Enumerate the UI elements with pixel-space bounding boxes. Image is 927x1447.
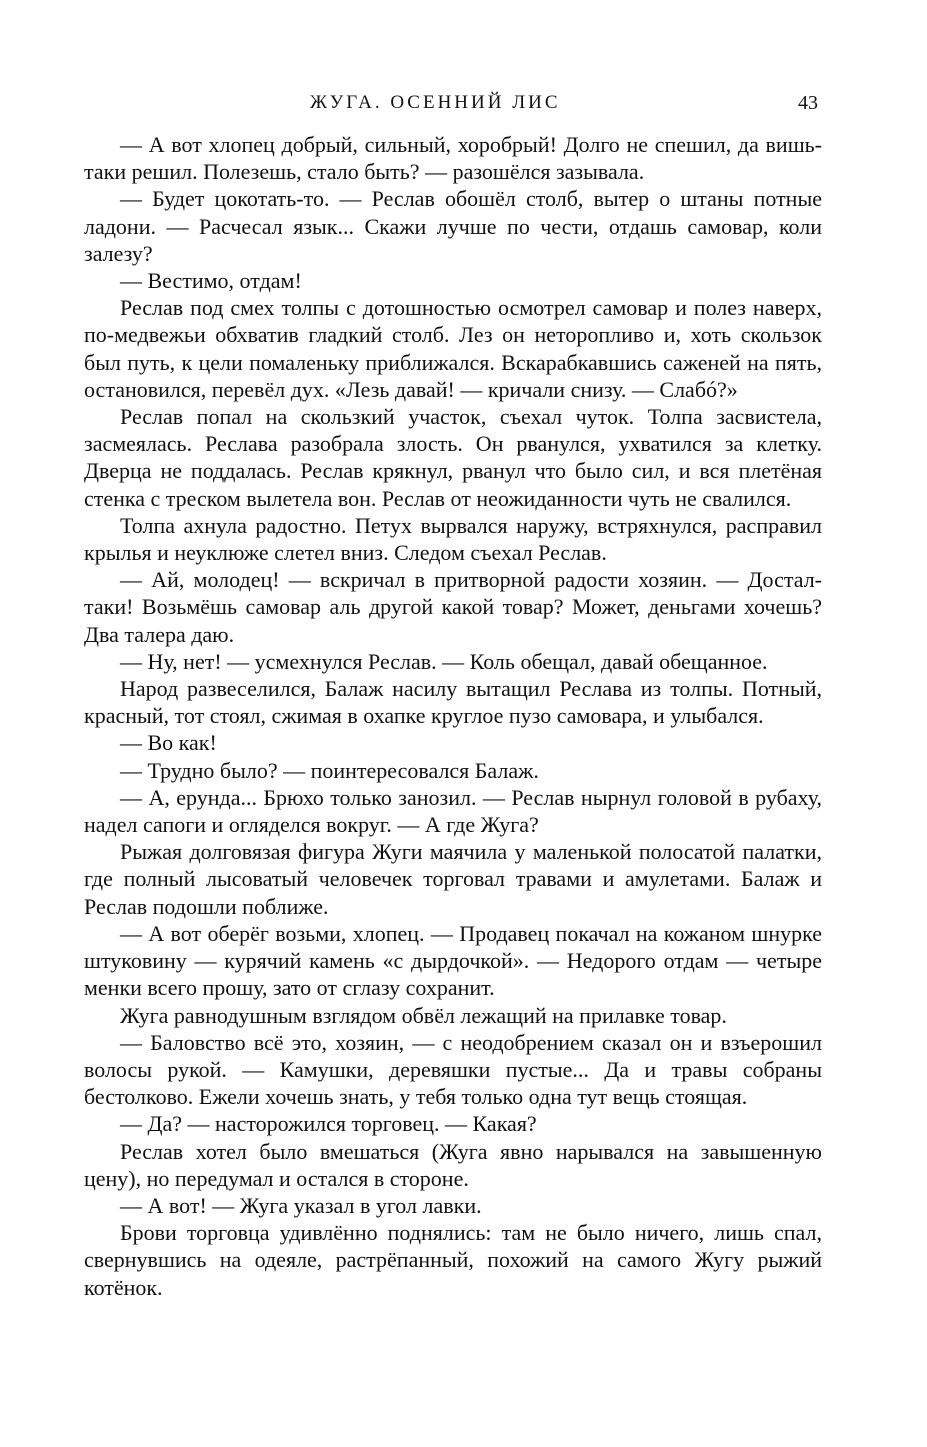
running-header [0, 88, 927, 118]
running-title: ЖУГА. ОСЕННИЙ ЛИС [310, 92, 561, 113]
paragraph: Реслав попал на скользкий участок, съехал чуток. Толпа засвистела, засмеялась. Реслава разобрала злость. Он рванулся, ухватился за клетку. Дверца не поддалась. Реслав крякнул, рванул что было сил, и вся плетёная стенка с треском вылетела вон. Реслав от неожиданности чуть не свалился. [84, 404, 822, 511]
paragraph: Толпа ахнула радостно. Петух вырвался наружу, встряхнулся, расправил крылья и неуклюже слетел вниз. Следом съехал Реслав. [84, 512, 822, 566]
paragraph: — Во как! [120, 730, 217, 756]
paragraph: — Будет цокотать-то. — Реслав обошёл столб, вытер о штаны потные ладони. — Расчесал язык... Скажи лучше по чести, отдашь самовар, коли залезу? [84, 186, 822, 266]
paragraph: — А вот хлопец добрый, сильный, хоробрый! Долго не спешил, да вишь-таки решил. Полезешь, стало быть? — разошёлся зазывала. [84, 132, 822, 185]
page-number: 43 [798, 92, 818, 114]
paragraph: — Ай, молодец! — вскричал в притворной радости хозяин. — Достал-таки! Возьмёшь самовар аль другой какой товар? Может, деньгами хочешь? Два талера даю. [84, 567, 822, 647]
paragraph: — Ну, нет! — усмехнулся Реслав. — Коль обещал, давай обещанное. [120, 648, 768, 674]
paragraph: — А вот! — Жуга указал в угол лавки. [120, 1192, 482, 1218]
paragraph: — А вот оберёг возьми, хлопец. — Продавец покачал на кожаном шнурке штуковину — курячий камень «с дырдочкой». — Недорого отдам — четыре менки всего прошу, зато от сглазу сохранит. [84, 920, 822, 1001]
paragraph: — Вестимо, отдам! [120, 268, 302, 294]
paragraph: Реслав под смех толпы с дотошностью осмотрел самовар и полез наверх, по-медвежьи обхватив гладкий столб. Лез он неторопливо и, хоть скользок был путь, к цели помаленьку приближался. Вскарабкавшись саженей на пять, остановился, перевёл дух. «Лезь давай! — кричали снизу. — Слабó?» [84, 295, 822, 402]
paragraph: Жуга равнодушным взглядом обвёл лежащий на прилавке товар. [120, 1002, 727, 1028]
paragraph: Рыжая долговязая фигура Жуги маячила у маленькой полосатой палатки, где полный лысоватый человечек торговал травами и амулетами. Балаж и Реслав подошли поближе. [84, 839, 822, 919]
paragraph: Реслав хотел было вмешаться (Жуга явно нарывался на завышенную цену), но передумал и остался в стороне. [84, 1138, 822, 1191]
body-text [84, 131, 822, 1301]
paragraph: Народ развеселился, Балаж насилу вытащил Реслава из толпы. Потный, красный, тот стоял, сжимая в охапке круглое пузо самовара, и улыбался. [84, 676, 822, 729]
paragraph: — А, ерунда... Брюхо только занозил. — Реслав нырнул головой в рубаху, надел сапоги и огляделся вокруг. — А где Жуга? [84, 784, 822, 838]
paragraph: — Трудно было? — поинтересовался Балаж. [120, 757, 539, 783]
paragraph: — Да? — насторожился торговец. — Какая? [120, 1111, 537, 1137]
paragraph: Брови торговца удивлённо поднялись: там не было ничего, лишь спал, свернувшись на одеяле, растрёпанный, похожий на самого Жугу рыжий котёнок. [84, 1220, 822, 1300]
paragraph: — Баловство всё это, хозяин, — с неодобрением сказал он и взъерошил волосы рукой. — Камушки, деревяшки пустые... Да и травы собраны бестолково. Ежели хочешь знать, у тебя только одна тут вещь стоящая. [84, 1029, 822, 1110]
